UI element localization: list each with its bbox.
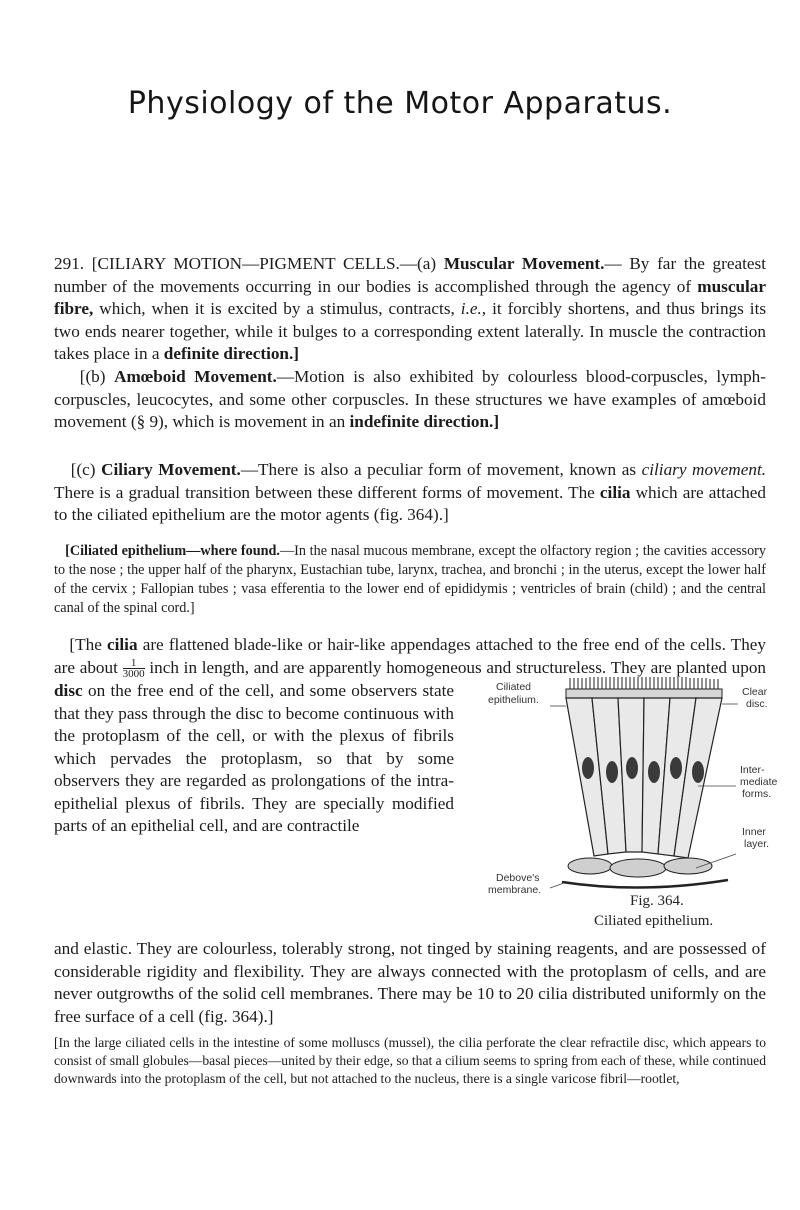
page-header: Physiology of the Motor Apparatus. <box>127 86 673 121</box>
paragraph-molluscs: [In the large ciliated cells in the intestine of some molluscs (mussel), the cilia perforate the clear refractile disc, which appears to consist of small globules—basal pieces—united by their edge, so that a cilium seems to spring from each of these, while continued downwards into the protoplasm of the cell, but not attached to the nucleus, there is a single varicose fibril—rootlet, <box>54 1035 766 1086</box>
figure-caption-text: Ciliated epithelium. <box>594 913 714 929</box>
figure-364 <box>466 676 776 912</box>
label-forms: forms. <box>742 788 772 800</box>
paragraph-amoeboid: [(b) Amœboid Movement.—Motion is also exhibited by colourless blood-corpuscles, lymph-corpuscles, leucocytes, and some other corpuscles. In these structures we have examples of amœboid movement (§ 9), which is movement in an indefinite direction.] <box>54 367 766 431</box>
label-mediate: mediate <box>740 776 778 788</box>
label-disc: disc. <box>746 698 768 710</box>
term-muscular-fibre: muscular fibre, <box>54 276 767 318</box>
label-inner: Inner <box>742 826 766 838</box>
term-cilia: cilia <box>599 482 631 502</box>
label-clear: Clear <box>742 686 768 698</box>
term-muscular-movement: Muscular Movement. <box>443 254 605 273</box>
fraction-length: $\frac{1}{3000}$ <box>122 657 145 679</box>
paragraph-ciliary: [(c) Ciliary Movement.—There is also a peculiar form of movement, known as ciliary movement. There is a gradual transition between these different forms of movement. The cilia which are attached to the ciliated epithelium are the motor agents (fig. 364).] <box>54 460 767 524</box>
paragraph-291: 291. [CILIARY MOTION—PIGMENT CELLS.—(a) Muscular Movement.— By far the greatest number of the movements occurring in our bodies is accomplished through the agency of muscular fibre, which, when it is excited by a stimulus, contracts, i.e., it forcibly shortens, and thus brings its two ends nearer together, while it bulges to a corresponding extent laterally. In muscle the contraction takes place in a definite direction.] <box>54 254 767 363</box>
term-ciliated-epithelium: [Ciliated epithelium—where found. <box>65 543 280 559</box>
paragraph-cilia-properties: and elastic. They are colourless, tolerably strong, not tinged by staining reagents, and are possessed of considerable rigidity and flexibility. They are always connected with the protoplasm of cells, and are never outgrowths of the solid cell membranes. There may be 10 to 20 cilia distributed uniformly on the free surface of a cell (fig. 364).] <box>54 939 766 1026</box>
term-ciliary-movement: Ciliary Movement. <box>101 460 241 479</box>
label-layer: layer. <box>744 838 770 850</box>
term-disc: disc <box>54 681 83 700</box>
label-inter: Inter- <box>740 764 765 776</box>
term-definite-direction: definite direction.] <box>163 344 300 363</box>
section-heading: [CILIARY MOTION—PIGMENT CELLS.—(a) <box>91 254 437 273</box>
paragraph-cilia-intro: [The cilia are flattened blade-like or hair-like appendages attached to the free end of the cells. They are about $\frac{1}{3000}$ inch in length, and are apparently homogeneous and structureless. They are planted upon <box>54 635 766 679</box>
term-indefinite-direction: indefinite direction.] <box>349 412 500 431</box>
section-number: 291. <box>54 254 85 273</box>
term-amoeboid-movement: Amœboid Movement. <box>114 367 277 386</box>
label-membrane: membrane. <box>488 884 542 896</box>
paragraph-cilia-wrap: disc on the free end of the cell, and some observers state that they pass through the disc to become continuous with the protoplasm of the cell, or with the plexus of fibrils which pervades the protoplasm, so that by some observers they are regarded as prolongations of the intra-epithelial plexus of fibrils. They are specially modified parts of an epithelial cell, and are contractile <box>54 681 454 835</box>
label-ciliated: Ciliated <box>496 681 532 693</box>
term-cilia-2: cilia <box>107 635 138 654</box>
figure-caption-number: Fig. 364. <box>630 893 684 909</box>
label-epithelium: epithelium. <box>488 694 539 706</box>
label-debove: Debove's <box>496 872 540 884</box>
paragraph-ciliated-epithelium: [Ciliated epithelium—where found.—In the nasal mucous membrane, except the olfactory region ; the cavities accessory to the nose ; the upper half of the pharynx, Eustachian tube, larynx, trachea, and bronchi ; in the uterus, except the lower half of the cervix ; Fallopian tubes ; vasa efferentia to the lower end of epididymis ; ventricles of brain (child) ; and the central canal of the spinal cord.] <box>54 543 766 616</box>
